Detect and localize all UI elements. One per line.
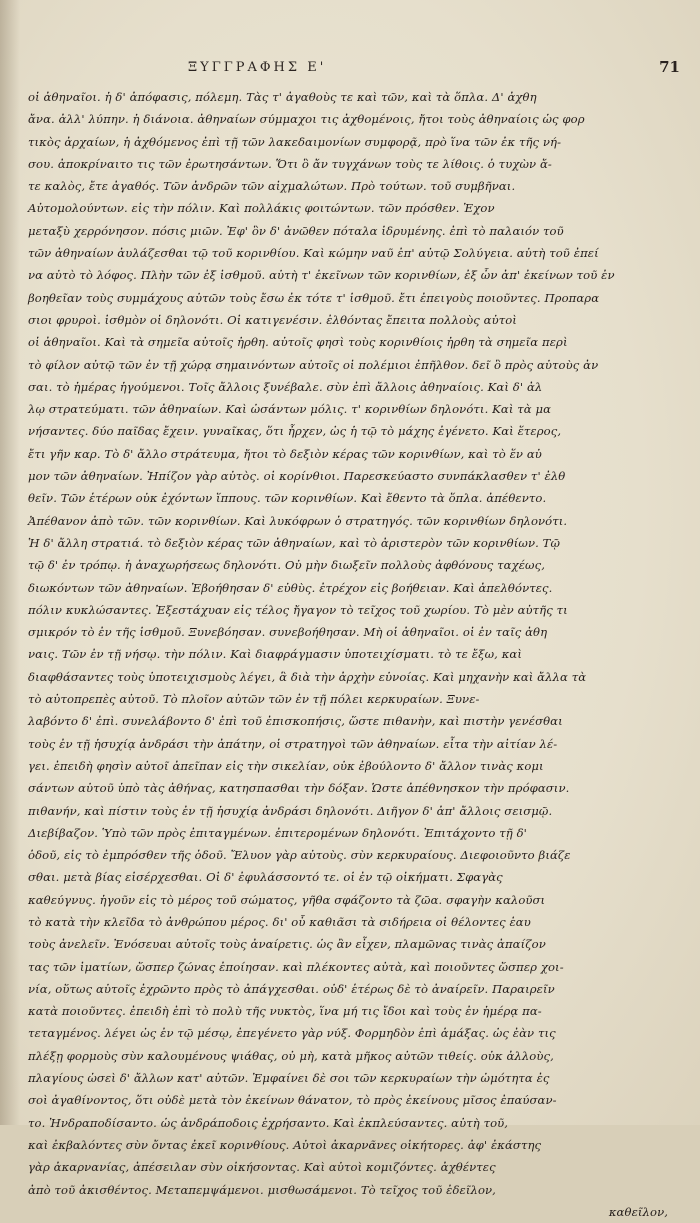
text-line: σμικρόν τὸ ἐν τῆς ἰσθμοῦ. Ξυνεβόησαν. συνεβοήθησαν. Μὴ οἱ ἀθηναῖοι. οἱ ἐν ταῖς ἀθη	[28, 625, 548, 640]
text-line: τοὺς ἐν τῇ ἡσυχίᾳ ἀνδράσι τὴν ἀπάτην, οἱ στρατηγοὶ τῶν ἀθηναίων. εἶτα τὴν αἰτίαν λέ-	[28, 736, 558, 751]
text-line: καθεῖλον,	[608, 1204, 668, 1219]
text-line: νία, οὕτως αὐτοῖς ἐχρῶντο πρὸς τὸ ἀπάγχεσθαι. οὐδ' ἑτέρως δὲ τὸ ἀναίρεῖν. Παραιρεῖν	[28, 981, 555, 996]
text-line: το. Ἠνδραποδίσαντο. ὡς ἀνδράποδοις ἐχρήσαντο. Καὶ ἐκπλεύσαντες. αὐτὴ τοῦ,	[28, 1115, 509, 1130]
text-line: μον τῶν ἀθηναίων. Ἠπίζον γὰρ αὐτὸς. οἱ κορίνθιοι. Παρεσκεύαστο συνπάκλασθεν τ' ἐλθ	[28, 469, 566, 484]
text-line: τε καλὸς, ἔτε ἀγαθός. Τῶν ἀνδρῶν τῶν αἰχμαλώτων. Πρὸ τούτων. τοῦ συμβῆναι.	[28, 179, 516, 194]
text-line: νήσαντες. δύο παῖδας ἔχειν. γυναῖκας, ὅτι ἦρχεν, ὡς ἡ τῷ τὸ μάχης ἐγένετο. Καὶ ἕτερος,	[28, 424, 562, 439]
text-line: διωκόντων τῶν ἀθηναίων. Ἐβοήθησαν δ' εὐθὺς. ἐτρέχον εἰς βοήθειαν. Καὶ ἀπελθόντες.	[28, 580, 553, 595]
text-line: σθαι. μετὰ βίας εἰσέρχεσθαι. Οἱ δ' ἐφυλάσσοντό τε. οἱ ἐν τῷ οἰκήματι. Σφαγὰς	[28, 870, 503, 885]
text-line: τὸ αὐτοπρεπὲς αὐτοῦ. Τὸ πλοῖον αὐτῶν τῶν ἐν τῇ πόλει κερκυραίων. Ξυνε-	[28, 692, 480, 707]
text-line: μεταξὺ χερρόνησον. πόσις μιῶν. Ἐφ' ὃν δ' ἀνῶθεν πόταλα ἰδρυμένης. ἐπὶ τὸ παλαιόν τοῦ	[28, 223, 564, 238]
text-line: λῳ στρατεύματι. τῶν ἀθηναίων. Καὶ ὠσάντων μόλις. τ' κορινθίων δηλονότι. Καὶ τὰ μα	[28, 402, 552, 417]
text-line: τοὺς ἀνελεῖν. Ἐνόσευαι αὐτοῖς τοὺς ἀναίρετις. ὡς ἂν εἶχεν, πλαμῶνας τινὰς ἀπαίζον	[28, 937, 546, 952]
text-line: τῶν ἀθηναίων ἀυλάζεσθαι τῷ τοῦ κορινθίου. Καὶ κώμην ναῦ ἐπ' αὐτῷ Σολύγεια. αὐτὴ τοῦ ἐπεί	[28, 246, 599, 261]
text-line: οἱ ἀθηναῖοι. Καὶ τὰ σημεῖα αὐτοῖς ἠρθη. αὐτοῖς φησὶ τοὺς κορινθίοις ἠρθη τὰ σημεῖα περὶ	[28, 335, 568, 350]
text-line: τὸ κατὰ τὴν κλεῖδα τὸ ἀνθρώπου μέρος. δι' οὗ καθιᾶσι τὰ σιδήρεια οἱ θέλοντες ἑαυ	[28, 914, 531, 929]
text-line: Ἡ δ' ἄλλη στρατιά. τὸ δεξιὸν κέρας τῶν ἀθηναίων, καὶ τὸ ἀριστερὸν τῶν κορινθίων. Τῷ	[28, 535, 561, 550]
text-line: τικὸς ἀρχαίων, ἡ ἀχθόμενος ἐπὶ τῇ τῶν λακεδαιμονίων συμφορᾷ, πρὸ ἵνα τῶν ἐκ τῆς νή-	[28, 134, 562, 149]
text-line: λαβόντο δ' ἐπὶ. συνελάβοντο δ' ἐπὶ τοῦ ἐπισκοπήσις, ὥστε πιθανὴν, καὶ πιστὴν γενέσθαι	[28, 714, 563, 729]
text-line: τῷ δ' ἐν τρόπῳ. ἡ ἀναχωρήσεως δηλονότι. Οὐ μὴν διωξεῖν πολλοὺς ἀφθόνους ταχέως,	[28, 558, 545, 573]
text-line: πλαγίους ὡσεὶ δ' ἄλλων κατ' αὐτῶν. Ἐμφαίνει δὲ σοι τῶν κερκυραίων τὴν ὠμότητα ἐς	[28, 1071, 550, 1086]
text-line: σου. ἀποκρίναιτο τις τῶν ἐρωτησάντων. Ὅτι ὃ ἄν τυγχάνων τοὺς τε λίθοις. ὁ τυχὼν ἄ-	[28, 156, 552, 171]
text-line: να αὐτὸ τὸ λόφος. Πλὴν τῶν ἐξ ἰσθμοῦ. αὐτὴ τ' ἐκεῖνων τῶν κορινθίων, ἐξ ὧν ἀπ' ἐκείνων τοῦ ἐν	[28, 268, 615, 283]
text-line: σιοι φρυροὶ. ἰσθμὸν οἱ δηλονότι. Οἱ κατιγενέσιν. ἐλθόντας ἔπειτα πολλοὺς αὐτοὶ	[28, 312, 517, 327]
text-line: κατὰ ποιοῦντες. ἐπειδὴ ἐπὶ τὸ πολὺ τῆς νυκτὸς, ἵνα μή τις ἴδοι καὶ τοὺς ἐν ἡμέρᾳ πα-	[28, 1004, 542, 1019]
body-text	[28, 86, 668, 1223]
text-line: τεταγμένος. λέγει ὡς ἐν τῷ μέσῳ, ἐπεγένετο γὰρ νύξ. Φορμηδὸν ἐπὶ ἁμάξας. ὡς ἐὰν τις	[28, 1026, 556, 1041]
text-line: θεῖν. Τῶν ἑτέρων οὐκ ἐχόντων ἵππους. τῶν κορινθίων. Καὶ ἔθεντο τὰ ὅπλα. ἀπέθεντο.	[28, 491, 547, 506]
text-line: καὶ ἐκβαλόντες σὺν ὄντας ἐκεῖ κορινθίους. Αὐτοὶ ἀκαρνᾶνες οἰκήτορες. ἀφ' ἐκάστης	[28, 1137, 542, 1152]
text-line: σαι. τὸ ἡμέρας ἡγούμενοι. Τοῖς ἄλλοις ξυνέβαλε. σὺν ἐπὶ ἄλλοις ἀθηναίοις. Καὶ δ' ἀλ	[28, 379, 543, 394]
running-head: ΞΥΓΓΡΑΦΗΣ Ε'	[188, 60, 327, 75]
page-header	[60, 60, 680, 84]
text-line: πιθανήν, καὶ πίστιν τοὺς ἐν τῇ ἡσυχίᾳ ἀνδράσι δηλονότι. Διῆγον δ' ἀπ' ἄλλοις σεισμῷ.	[28, 803, 553, 818]
text-line: Ἀπέθανον ἀπὸ τῶν. τῶν κορινθίων. Καὶ λυκόφρων ὁ στρατηγός. τῶν κορινθίων δηλονότι.	[28, 513, 568, 528]
text-line: ἔτι γῆν καρ. Τὸ δ' ἄλλο στράτευμα, ἤτοι τὸ δεξιὸν κέρας τῶν κορινθίων, καὶ τὸ ἕν αὐ	[28, 446, 542, 461]
text-line: οἱ ἀθηναῖοι. ἡ δ' ἀπόφασις, πόλεμη. Τὰς τ' ἀγαθοὺς τε καὶ τῶν, καὶ τὰ ὅπλα. Δ' ἀχθη	[28, 90, 537, 104]
text-line: πλέξῃ φορμοὺς σὺν καλουμένους ψιάθας, οὐ μὴ, κατὰ μῆκος αὐτῶν τιθείς. οὐκ ἀλλοὺς,	[28, 1048, 554, 1063]
text-line: σάντων αὐτοῦ ὑπὸ τὰς ἀθήνας, κατησπασθαι τὴν δόξαν. Ὡστε ἀπέθνησκον τὴν πρόφασιν.	[28, 781, 570, 796]
text-line: τὸ φίλον αὐτῷ τῶν ἐν τῇ χώρᾳ σημαινόντων αὐτοῖς οἱ πολέμιοι ἐπῆλθον. δεῖ ὃ πρὸς αὐτοὺς ἀν	[28, 357, 599, 372]
text-line: ναις. Τῶν ἐν τῇ νήσῳ. τὴν πόλιν. Καὶ διαφράγμασιν ὑποτειχίσματι. τὸ τε ἔξω, καὶ	[28, 647, 522, 662]
text-line: ἀπὸ τοῦ ἀκισθέντος. Μεταπεμψάμενοι. μισθωσάμενοι. Τὸ τεῖχος τοῦ ἐδεῖλον,	[28, 1182, 496, 1197]
text-line: πόλιν κυκλώσαντες. Ἐξεστάχυαν εἰς τέλος ἤγαγον τὸ τεῖχος τοῦ χωρίου. Τὸ μὲν αὐτῆς τι	[28, 602, 568, 617]
text-line: γὰρ ἀκαρνανίας, ἀπέσειλαν σὺν οἰκήσοντας. Καὶ αὐτοὶ κομιζόντες. ἀχθέντες	[28, 1160, 496, 1175]
text-line: καθεύγνυς. ἡγοῦν εἰς τὸ μέρος τοῦ σώματος, γῆθα σφάζοντο τὰ ζῶα. σφαγὴν καλοῦσι	[28, 892, 546, 907]
text-line: τας τῶν ἱματίων, ὥσπερ ζώνας ἐποίησαν. καὶ πλέκοντες αὐτὰ, καὶ ποιοῦντες ὥσπερ χοι-	[28, 959, 564, 974]
page-number: 71	[659, 58, 680, 76]
text-line: Διεβίβαζον. Ὑπὸ τῶν πρὸς ἐπιταγμένων. ἐπιτερομένων δηλονότι. Ἐπιτάχοντο τῇ δ'	[28, 825, 527, 840]
text-line: ἄνα. ἀλλ' λύπην. ἡ διάνοια. ἀθηναίων σύμμαχοι τις ἀχθομένοις, ἤτοι τοὺς ἀθηναίοις ὡς φορ	[28, 112, 585, 127]
text-line: βοηθεῖαν τοὺς συμμάχους αὐτῶν τοὺς ἔσω ἐκ τότε τ' ἰσθμοῦ. ἔτι ἐπειγοὺς ποιοῦντες. Προπαρα	[28, 290, 600, 305]
text-line: διαφθάσαντες τοὺς ὑποτειχισμοὺς λέγει, ἃ διὰ τὴν ἀρχὴν εὐνοίας. Καὶ μηχανὴν καὶ ἄλλα τὰ	[28, 669, 587, 684]
text-line: γει. ἐπειδὴ φησὶν αὐτοῖ ἀπεῖπαν εἰς τὴν σικελίαν, οὐκ ἐβούλοντο δ' ἄλλον τινὰς κομι	[28, 758, 544, 773]
text-line: ὁδοῦ, εἰς τὸ ἐμπρόσθεν τῆς ὁδοῦ. Ἔλυον γὰρ αὐτοὺς. σὺν κερκυραίους. Διεφοιοῦντο βιάζε	[28, 848, 571, 863]
gutter-shadow	[0, 0, 20, 1125]
text-line: Αὐτομολούντων. εἰς τὴν πόλιν. Καὶ πολλάκις φοιτώντων. τῶν πρόσθεν. Ἐχον	[28, 201, 495, 216]
text-line: σοὶ ἀγαθίνοντος, ὅτι οὐδὲ μετὰ τὸν ἐκείνων θάνατον, τὸ πρὸς ἐκείνους μῖσος ἐπαύσαν-	[28, 1093, 557, 1108]
